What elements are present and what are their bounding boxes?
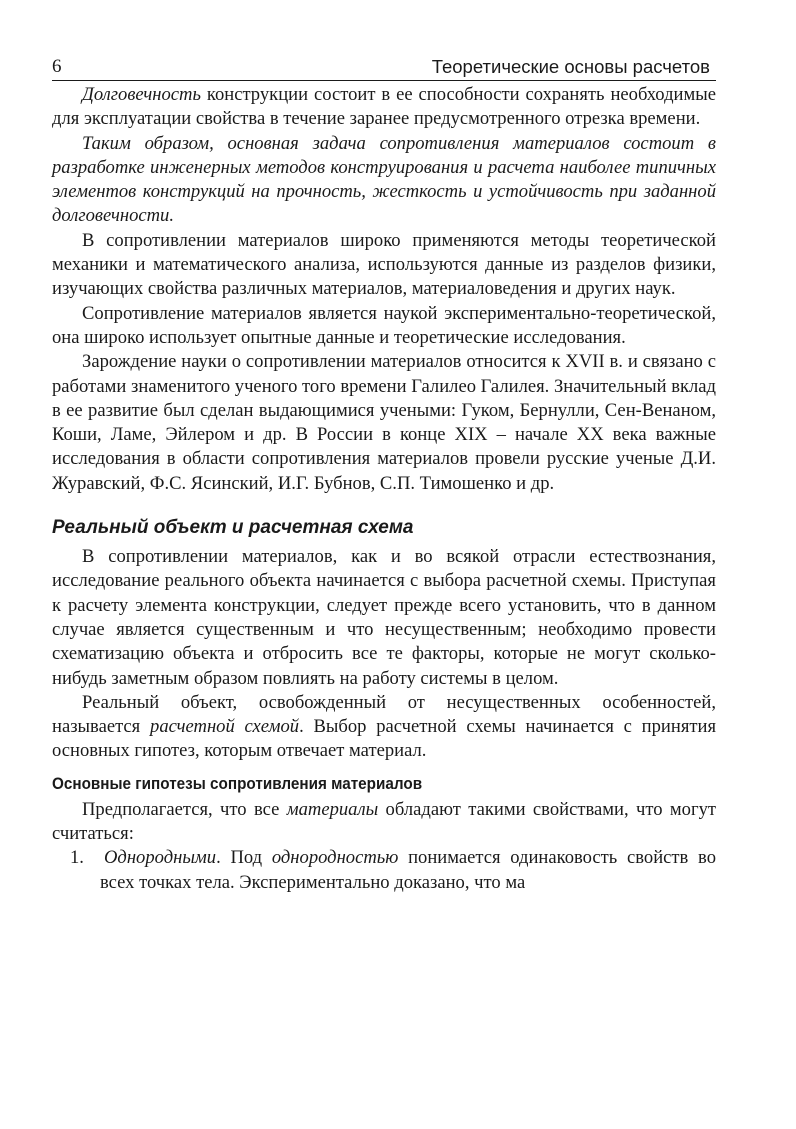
text-run: Таким образом, основная задача сопротивления материалов состоит в разработке инженерных методов конструирования и расчета наиболее типичных элементов конструкций на прочность, жесткость и устойчивость при заданной долговечности.: [52, 132, 716, 227]
text-run: обладают такими свойствами, что могут считаться:: [52, 798, 716, 845]
paragraph: [52, 229, 716, 302]
term-homogeneity: однородностью: [271, 847, 399, 869]
list-number: 1.: [70, 847, 84, 869]
page-content: [52, 83, 716, 895]
paragraph: [52, 83, 716, 132]
text-run: конструкции состоит в ее способности сохранять необходимые для эксплуатации свойства в течение заранее предусмотренного отрезка времени.: [52, 84, 716, 130]
term-durability: Долговечность: [82, 84, 201, 105]
list-item: [52, 846, 716, 895]
text-run: . Под: [216, 847, 272, 869]
term-design-scheme: расчетной схемой: [150, 716, 300, 738]
text-run: В сопротивлении материалов широко применяются методы теоретической механики и математического анализа, используются данные из разделов физики, изучающих свойства различных материалов, материаловедения и других наук.: [52, 229, 716, 300]
section-heading: Реальный объект и расчетная схема: [52, 517, 414, 539]
paragraph: [52, 350, 716, 496]
paragraph: [52, 545, 716, 691]
book-page: [52, 54, 716, 895]
paragraph: [52, 691, 716, 764]
text-run: Предполагается, что все: [82, 798, 287, 820]
paragraph-main-task: [52, 132, 716, 229]
text-run: Реальный объект, освобожденный от несущественных особенностей, называется: [52, 691, 716, 738]
text-run: Сопротивление материалов является наукой экспериментально-теоретической, она широко использует опытные данные и теоретические исследования.: [52, 302, 716, 348]
page-number: 6: [52, 56, 62, 77]
running-title: Теоретические основы расчетов: [431, 56, 710, 77]
running-header: [52, 54, 716, 81]
term-materials: материалы: [286, 798, 379, 820]
term-homogeneous: Однородными: [104, 847, 217, 869]
text-run: Зарождение науки о сопротивлении материалов относится к XVII в. и связано с работами знаменитого ученого того времени Галилео Галилея. Значительный вклад в ее развитие был сделан выдающимися учеными: Гуком, Бернулли, Сен-Венаном, Коши, Ламе, Эйлером и др. В России в конце XIX – начале XX века важные исследования в области сопротивления материалов провели русские ученые Д.И. Журавский, Ф.С. Ясинский, И.Г. Бубнов, С.П. Тимошенко и др.: [52, 351, 717, 494]
paragraph: [52, 302, 716, 351]
paragraph: [52, 798, 716, 847]
text-run: В сопротивлении материалов, как и во всякой отрасли естествознания, исследование реального объекта начинается с выбора расчетной схемы. Приступая к расчету элемента конструкции, следует прежде всего установить, что в данном случае является существенным и что несущественным; необходимо провести схематизацию объекта и отбросить все те факторы, которые не могут сколько-нибудь заметным образом повлиять на работу системы в целом.: [52, 546, 716, 689]
text-run: понимается одинаковость свойств во всех точках тела. Экспериментально доказано, что ма: [100, 847, 716, 893]
subsection-heading: Основные гипотезы сопротивления материалов: [52, 773, 423, 793]
text-run: . Выбор расчетной схемы начинается с принятия основных гипотез, которым отвечает материал.: [52, 716, 717, 762]
